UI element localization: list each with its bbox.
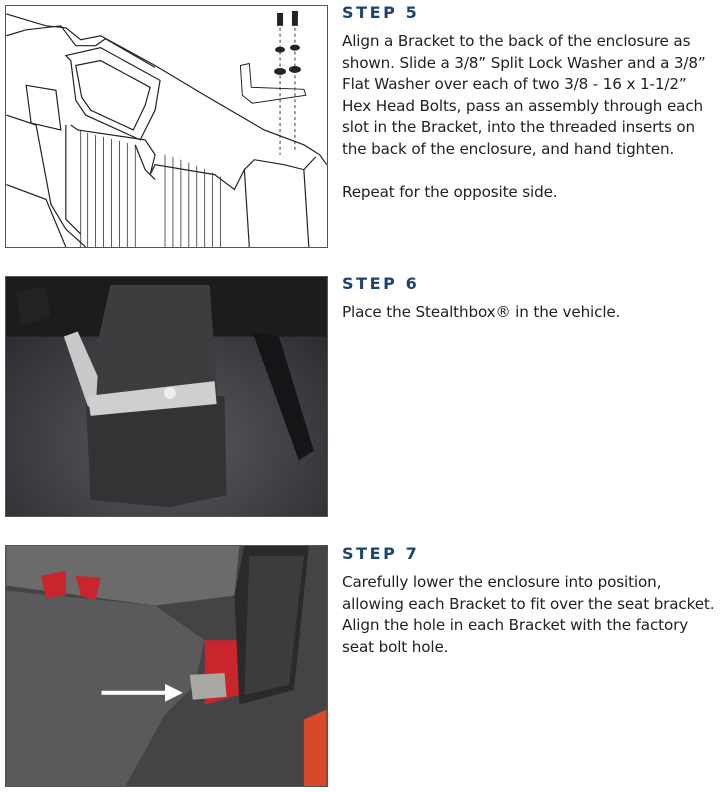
step-7-photo (5, 545, 328, 787)
step-6-body (342, 302, 717, 324)
step-5-illustration (5, 5, 328, 248)
step-6-title: STEP 6 (342, 274, 420, 293)
step-6-instructions: Place the Stealthbox® in the vehicle. (342, 303, 621, 321)
enclosure-bracket-drawing (6, 6, 327, 247)
step-5-instructions: Align a Bracket to the back of the enclosure as shown. Slide a 3/8” Split Lock Washer and a 3/8” Flat Washer over each of two 3/8 - 16 x 1-1/2” Hex Head Bolts, pass an assembly through each slot in the Bracket, into the threaded inserts on the back of the enclosure, and hand tighten. (342, 32, 706, 158)
step-5-repeat-note: Repeat for the opposite side. (342, 183, 558, 202)
enclosure-in-vehicle-photo (6, 277, 327, 516)
step-5-title: STEP 5 (342, 3, 420, 22)
step-7-title: STEP 7 (342, 544, 420, 563)
step-5 (342, 4, 717, 204)
step-6-photo (5, 276, 328, 517)
bracket-over-seat-bolt-photo (6, 546, 327, 786)
step-5-body (342, 31, 717, 204)
step-6 (342, 275, 717, 324)
step-7-body (342, 572, 717, 658)
step-7-instructions: Carefully lower the enclosure into position, allowing each Bracket to fit over the seat bracket. Align the hole in each Bracket with the factory seat bolt hole. (342, 573, 715, 656)
step-7 (342, 545, 717, 658)
